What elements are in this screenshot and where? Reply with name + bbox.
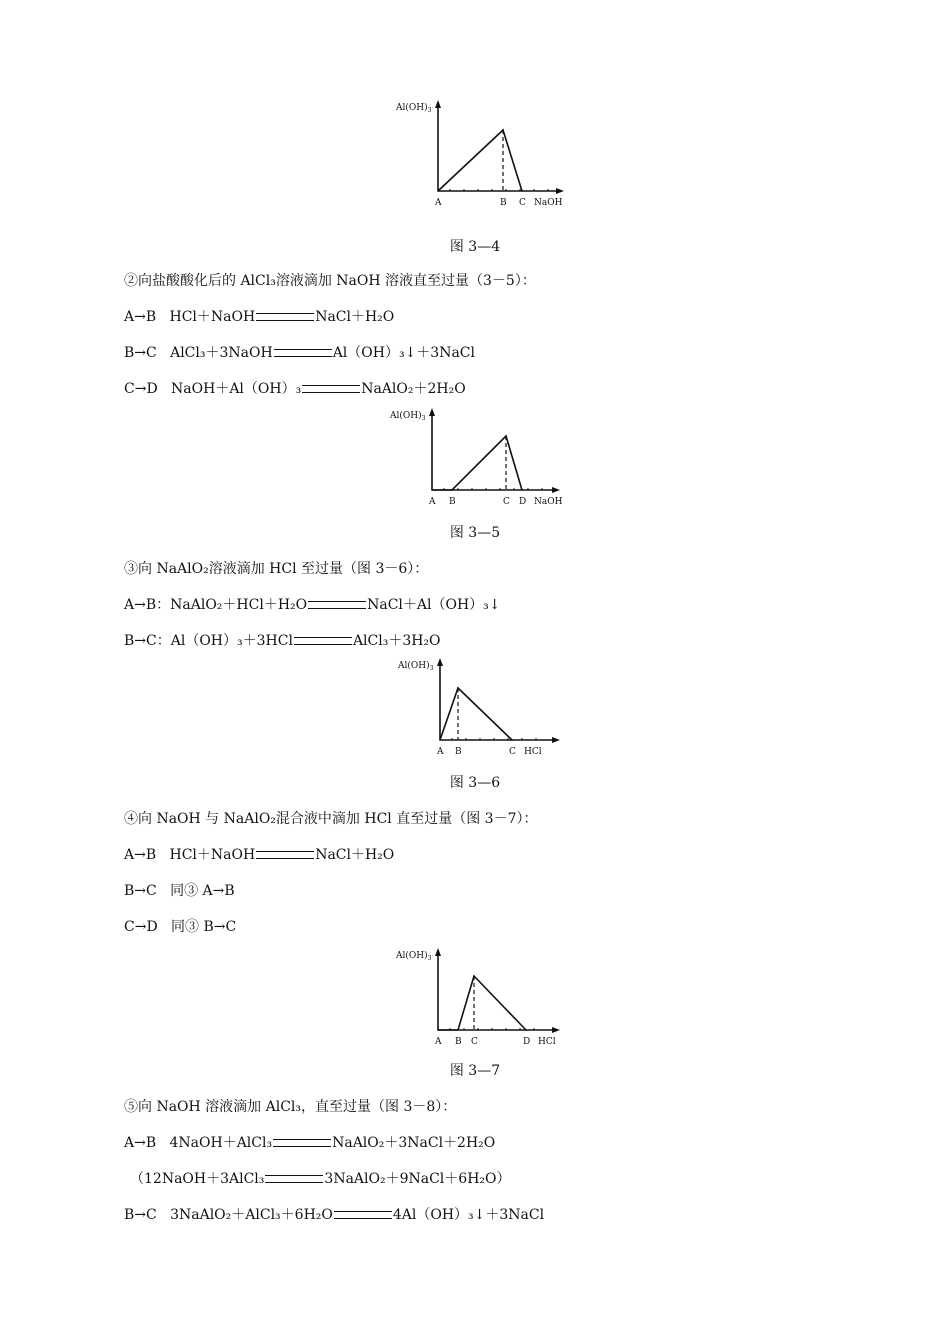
step-label: B→C： [124,633,171,649]
section-5-heading: ⑤向 NaOH 溶液滴加 AlCl₃，直至过量（图 3－8）： [124,1099,457,1115]
data-point [521,489,523,491]
step-label: B→C [124,883,157,899]
step-label: B→C [124,1207,157,1223]
y-axis-arrow [435,100,441,108]
x-axis-arrow [552,487,560,493]
y-axis-arrow [429,408,435,416]
data-point [511,739,513,741]
equation-rhs: 3NaAlO₂＋9NaCl＋6H₂O） [324,1171,511,1187]
equation-rhs: NaCl＋H₂O [315,847,395,863]
data-point [439,739,441,741]
tick-label: D [519,497,527,507]
y-axis-label: $Al(OH)_3$ [396,103,432,114]
equation-line [130,1170,511,1188]
step-label: A→B [124,309,157,325]
step-label: C→D [124,381,158,397]
figure-3-7-graph [392,948,572,1048]
step-label: A→B [124,1135,157,1151]
tick-label: C [471,1037,478,1047]
equation-line [124,308,394,326]
figure-3-5-graph [392,408,572,508]
data-point [437,190,439,192]
equation-rhs: NaAlO₂＋2H₂O [361,381,466,397]
section-2-heading: ②向盐酸酸化后的 AlCl₃溶液滴加 NaOH 溶液直至过量（3－5）： [124,273,536,289]
equation-lhs: HCl＋NaOH [169,847,256,863]
equals-sign [308,601,366,609]
section-4-heading: ④向 NaOH 与 NaAlO₂混合液中滴加 HCl 直至过量（图 3－7）： [124,811,538,827]
equals-sign [294,637,352,645]
y-axis-label: $Al(OH)_3$ [396,951,432,962]
reference-line [124,918,236,936]
data-point [457,1029,459,1031]
x-axis-label: NaOH [534,497,563,507]
tick-label: A [435,198,442,208]
equation-lhs: 4NaOH＋AlCl₃ [169,1135,273,1151]
equation-lhs: NaOH＋Al（OH）₃ [171,381,302,397]
reference-line [124,882,235,900]
tick-label: A [435,1037,442,1047]
equation-lhs: AlCl₃＋3NaOH [170,345,273,361]
tick-label: B [455,1037,462,1047]
equation-lhs: Al（OH）₃＋3HCl [170,633,293,649]
y-axis-label-subscript: 3 [429,665,434,672]
equation-line [124,1134,495,1152]
series-line [438,130,522,191]
y-axis-label-subscript: 3 [427,107,432,114]
figure-3-6-graph [392,658,572,768]
data-point [451,489,453,491]
data-point [521,190,523,192]
equation-line [124,1206,544,1224]
tick-label: C [503,497,510,507]
x-axis-arrow [552,737,560,743]
y-axis-arrow [435,948,441,956]
series-line [440,688,512,740]
step-label: B→C [124,345,157,361]
equation-lhs: 3NaAlO₂＋AlCl₃＋6H₂O [170,1207,333,1223]
equation-line [124,846,394,864]
tick-label: D [523,1037,531,1047]
reference-text: 同③ B→C [171,919,237,935]
step-label: A→B： [124,597,171,613]
equation-lhs: （12NaOH＋3AlCl₃ [130,1171,265,1187]
equation-line [124,596,501,614]
figure-3-4-graph [390,100,570,210]
y-axis-label: $Al(OH)_3$ [390,411,426,422]
equals-sign [274,349,332,357]
reference-text: 同③ A→B [170,883,235,899]
equals-sign [273,1139,331,1147]
y-axis-label: $Al(OH)_3$ [398,661,434,672]
equation-line [124,632,441,650]
y-axis-arrow [437,658,443,666]
tick-label: B [449,497,456,507]
figure-3-6-caption: 图 3—6 [449,775,501,791]
tick-label: C [519,198,526,208]
equals-sign [256,851,314,859]
tick-label: B [455,747,462,757]
equation-rhs: AlCl₃＋3H₂O [352,633,441,649]
y-axis-label-subscript: 3 [421,415,426,422]
step-label: A→B [124,847,157,863]
tick-label: B [500,198,507,208]
equation-rhs: NaAlO₂＋3NaCl＋2H₂O [332,1135,496,1151]
x-axis-label: NaOH [534,198,563,208]
x-axis-label: HCl [524,747,542,757]
x-axis-arrow [552,1027,560,1033]
equation-rhs: 4Al（OH）₃↓＋3NaCl [392,1207,545,1223]
section-3-heading: ③向 NaAlO₂溶液滴加 HCl 至过量（图 3－6）： [124,561,429,577]
equals-sign [265,1175,323,1183]
x-axis-arrow [556,188,564,194]
data-point [525,1029,527,1031]
figure-3-7-caption: 图 3—7 [449,1063,501,1079]
equals-sign [302,385,360,393]
equals-sign [334,1211,392,1219]
tick-label: C [509,747,516,757]
data-point [431,489,433,491]
x-axis-label: HCl [538,1037,556,1047]
equation-lhs: HCl＋NaOH [169,309,256,325]
equation-lhs: NaAlO₂＋HCl＋H₂O [170,597,308,613]
equation-line [124,380,466,398]
step-label: C→D [124,919,158,935]
y-axis-label-subscript: 3 [427,955,432,962]
equation-rhs: NaCl＋Al（OH）₃↓ [367,597,501,613]
series-line [432,436,522,490]
figure-3-4-caption: 图 3—4 [449,239,501,255]
equals-sign [256,313,314,321]
tick-label: A [437,747,444,757]
figure-3-5-caption: 图 3—5 [449,525,501,541]
tick-label: A [429,497,436,507]
data-point [437,1029,439,1031]
equation-rhs: NaCl＋H₂O [315,309,395,325]
equation-line [124,344,475,362]
series-line [438,976,526,1030]
equation-rhs: Al（OH）₃↓＋3NaCl [332,345,475,361]
